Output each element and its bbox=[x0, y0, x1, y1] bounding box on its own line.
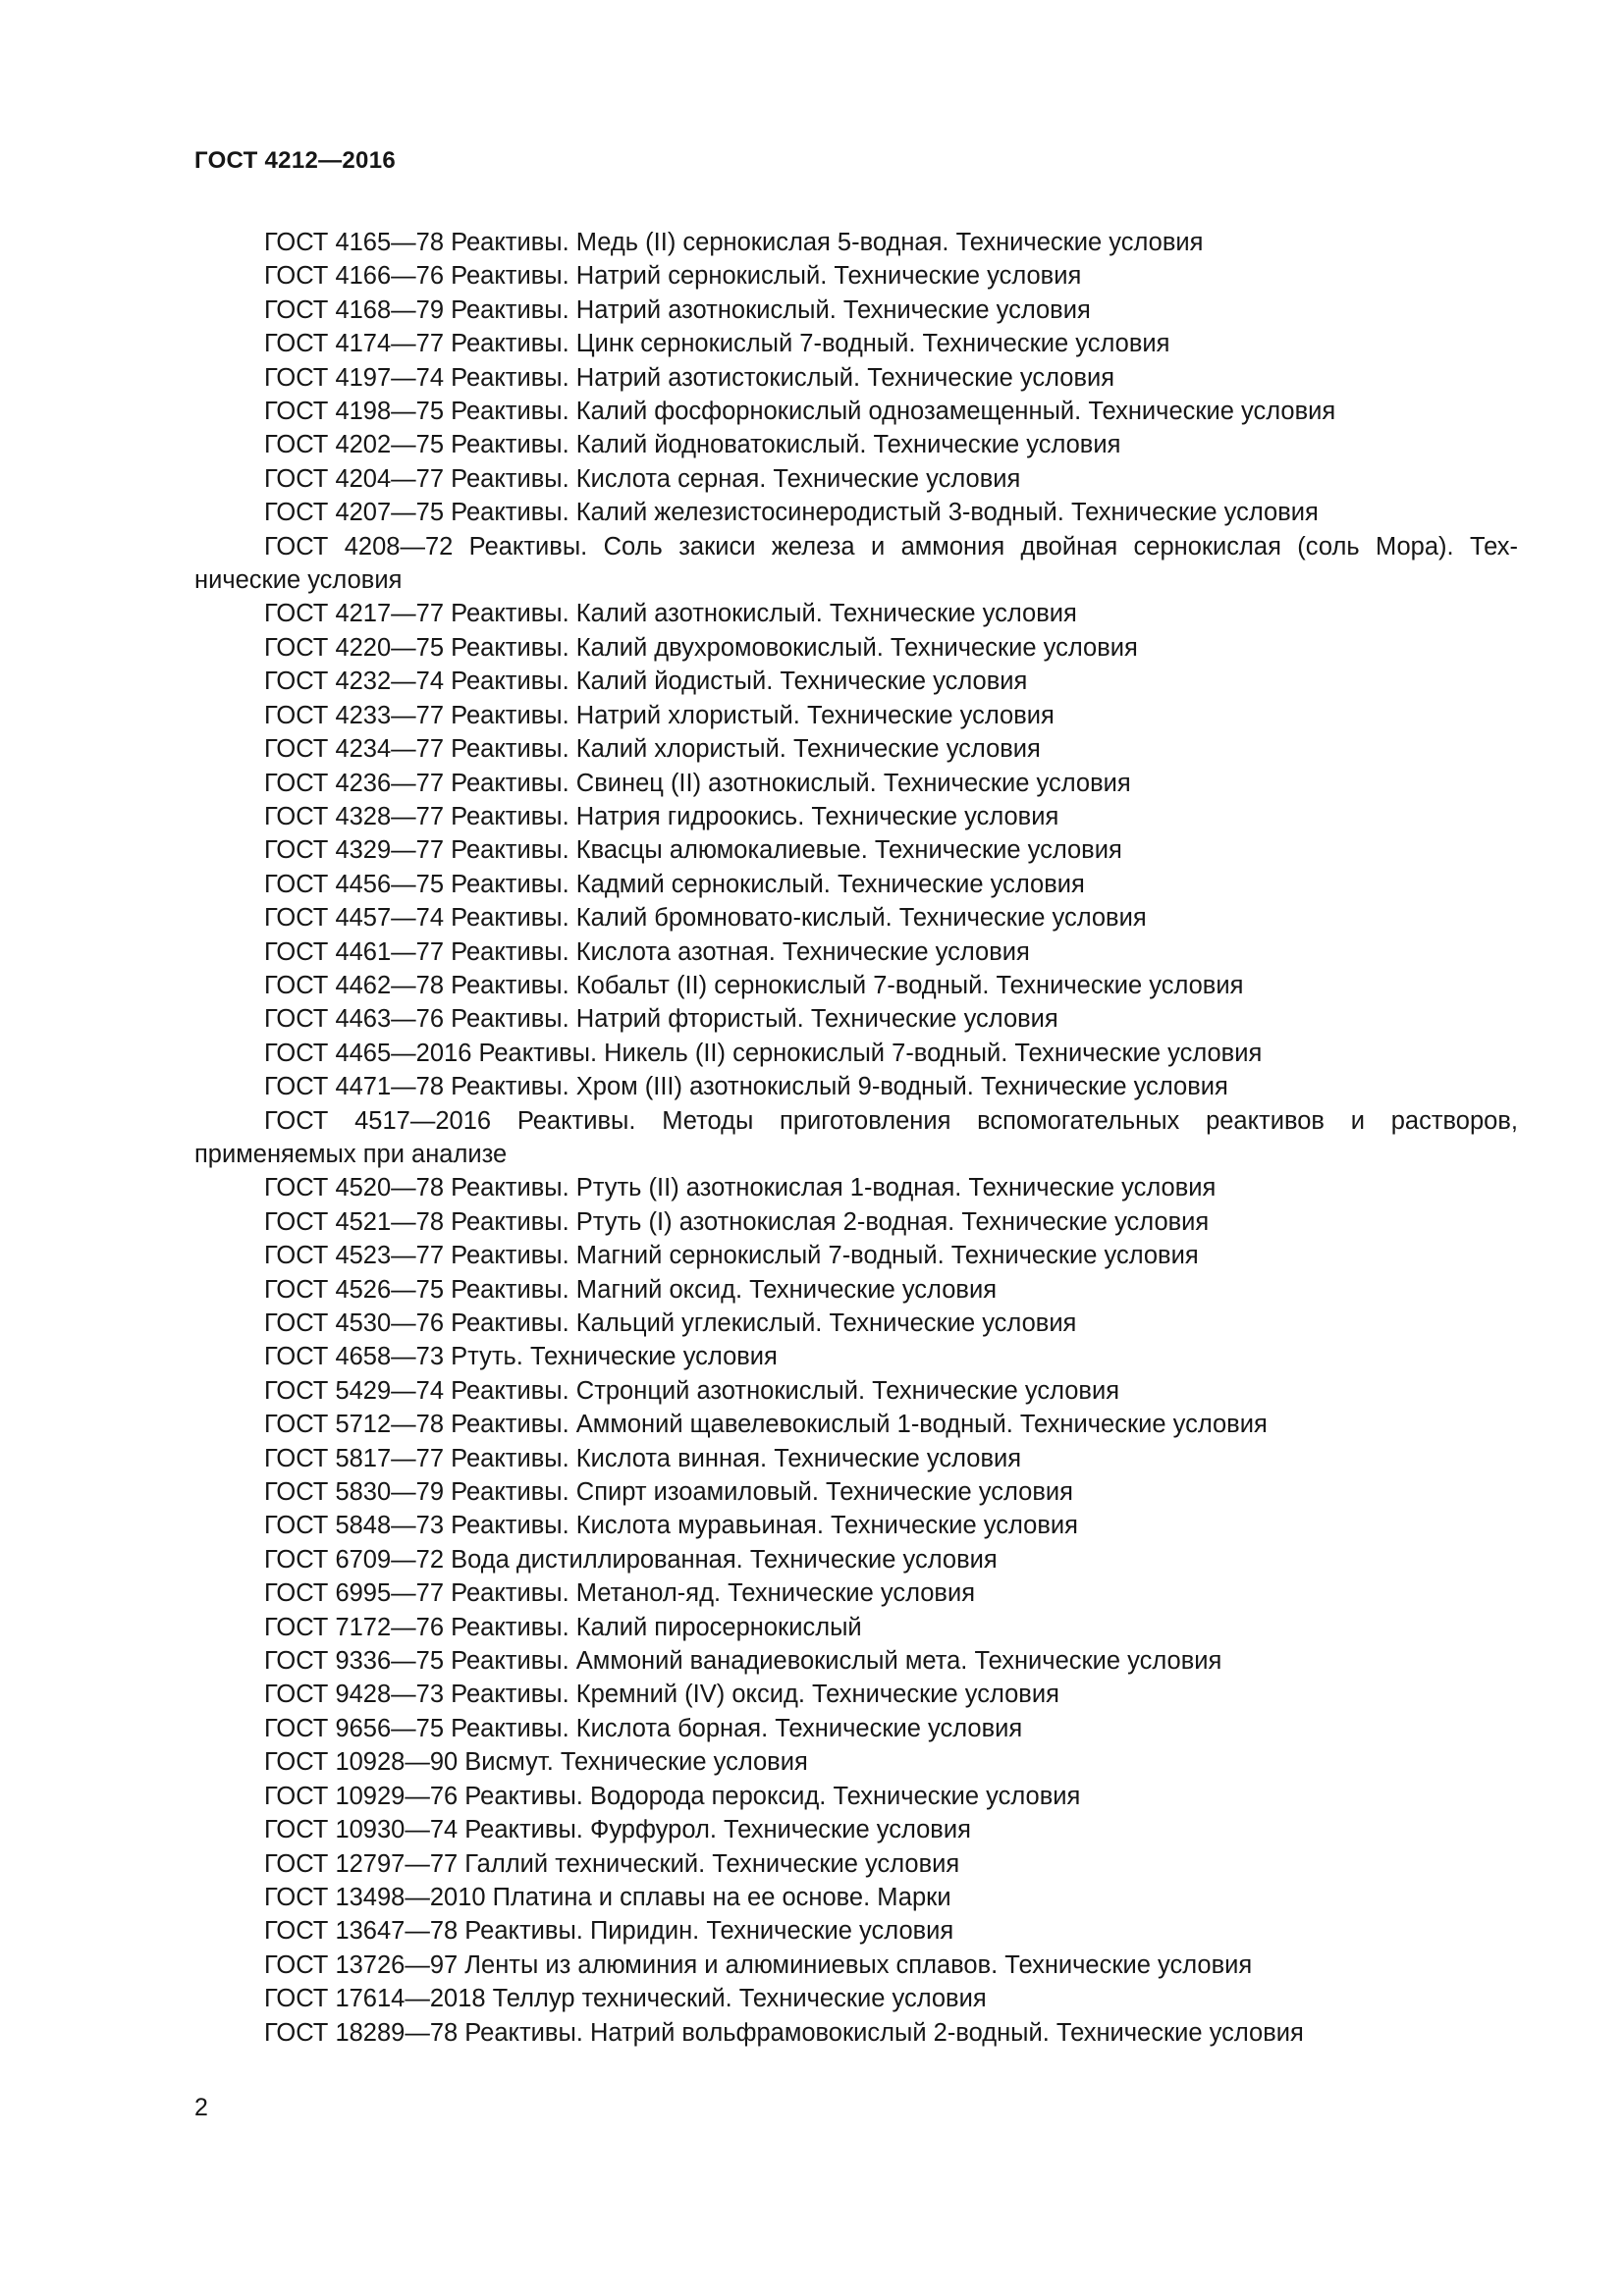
reference-item bbox=[194, 1475, 1518, 1509]
reference-text: ГОСТ 4457—74 Реактивы. Калий бромновато-кислый. Технические условия bbox=[264, 904, 1147, 933]
reference-text: ГОСТ 4207—75 Реактивы. Калий железистосинеродистый 3-водный. Технические условия bbox=[264, 499, 1319, 527]
reference-item bbox=[194, 1813, 1518, 1846]
reference-text: ГОСТ 4198—75 Реактивы. Калий фосфорнокислый однозамещенный. Технические условия bbox=[264, 398, 1336, 426]
reference-item bbox=[194, 1712, 1518, 1745]
reference-item bbox=[194, 1509, 1518, 1542]
reference-item bbox=[194, 1949, 1518, 1982]
reference-item bbox=[194, 1644, 1518, 1678]
reference-item bbox=[194, 327, 1518, 360]
reference-item bbox=[194, 1543, 1518, 1576]
reference-text: ГОСТ 4174—77 Реактивы. Цинк сернокислый 7-водный. Технические условия bbox=[264, 330, 1170, 358]
reference-item bbox=[194, 1239, 1518, 1272]
reference-text: ГОСТ 9428—73 Реактивы. Кремний (IV) оксид. Технические условия bbox=[264, 1681, 1059, 1709]
reference-text: ГОСТ 4462—78 Реактивы. Кобальт (II) сернокислый 7-водный. Технические условия bbox=[264, 971, 1244, 999]
reference-item bbox=[194, 969, 1518, 1002]
reference-text: ГОСТ 4220—75 Реактивы. Калий двухромовокислый. Технические условия bbox=[264, 633, 1138, 662]
normative-references-list bbox=[194, 226, 1518, 2050]
reference-text-continuation: применяемых при анализе bbox=[194, 1140, 508, 1168]
reference-text-continuation: нические условия bbox=[194, 566, 403, 595]
reference-item bbox=[194, 1611, 1518, 1644]
reference-item bbox=[194, 428, 1518, 461]
reference-text: ГОСТ 17614—2018 Теллур технический. Технические условия bbox=[264, 1985, 987, 2013]
reference-item bbox=[194, 597, 1518, 630]
reference-text: ГОСТ 4166—76 Реактивы. Натрий сернокислый. Технические условия bbox=[264, 262, 1082, 291]
reference-text: ГОСТ 12797—77 Галлий технический. Технические условия bbox=[264, 1849, 960, 1878]
reference-item bbox=[194, 732, 1518, 766]
reference-text: ГОСТ 9656—75 Реактивы. Кислота борная. Технические условия bbox=[264, 1714, 1023, 1742]
reference-item bbox=[194, 665, 1518, 698]
reference-text: ГОСТ 4204—77 Реактивы. Кислота серная. Технические условия bbox=[264, 464, 1021, 493]
reference-item bbox=[194, 1307, 1518, 1340]
reference-item bbox=[194, 1273, 1518, 1307]
reference-item bbox=[194, 1576, 1518, 1610]
reference-text: ГОСТ 5712—78 Реактивы. Аммоний щавелевокислый 1-водный. Технические условия bbox=[264, 1411, 1268, 1439]
reference-text: ГОСТ 4456—75 Реактивы. Кадмий сернокислый. Технические условия bbox=[264, 870, 1085, 898]
reference-text: ГОСТ 10929—76 Реактивы. Водорода пероксид. Технические условия bbox=[264, 1782, 1081, 1810]
reference-item bbox=[194, 1104, 1518, 1172]
reference-item bbox=[194, 1408, 1518, 1441]
reference-text: ГОСТ 13726—97 Ленты из алюминия и алюминиевых сплавов. Технические условия bbox=[264, 1950, 1253, 1979]
reference-item bbox=[194, 1780, 1518, 1813]
reference-text: ГОСТ 5830—79 Реактивы. Спирт изоамиловый. Технические условия bbox=[264, 1478, 1073, 1507]
reference-text: ГОСТ 10930—74 Реактивы. Фурфурол. Технические условия bbox=[264, 1816, 971, 1844]
reference-item bbox=[194, 462, 1518, 496]
reference-item bbox=[194, 868, 1518, 901]
reference-item bbox=[194, 1205, 1518, 1239]
reference-text: ГОСТ 4168—79 Реактивы. Натрий азотнокислый. Технические условия bbox=[264, 295, 1091, 324]
reference-item bbox=[194, 294, 1518, 327]
reference-text: ГОСТ 4197—74 Реактивы. Натрий азотистокислый. Технические условия bbox=[264, 363, 1115, 392]
reference-text: ГОСТ 5848—73 Реактивы. Кислота муравьиная. Технические условия bbox=[264, 1512, 1078, 1540]
reference-text: ГОСТ 4217—77 Реактивы. Калий азотнокислый. Технические условия bbox=[264, 600, 1077, 628]
reference-item bbox=[194, 1982, 1518, 2015]
reference-item bbox=[194, 631, 1518, 665]
reference-text: ГОСТ 4329—77 Реактивы. Квасцы алюмокалиевые. Технические условия bbox=[264, 836, 1122, 865]
reference-text: ГОСТ 4208—72 Реактивы. Соль закиси железа и аммония двойная сернокислая (соль Мора). Тех- bbox=[264, 532, 1518, 561]
reference-text: ГОСТ 4471—78 Реактивы. Хром (III) азотнокислый 9-водный. Технические условия bbox=[264, 1073, 1228, 1101]
reference-text: ГОСТ 4165—78 Реактивы. Медь (II) сернокислая 5-водная. Технические условия bbox=[264, 229, 1204, 256]
reference-text: ГОСТ 13498—2010 Платина и сплавы на ее основе. Марки bbox=[264, 1883, 951, 1911]
reference-text: ГОСТ 4328—77 Реактивы. Натрия гидроокись. Технические условия bbox=[264, 802, 1059, 830]
reference-item bbox=[194, 699, 1518, 732]
reference-item bbox=[194, 1914, 1518, 1948]
reference-item bbox=[194, 361, 1518, 395]
reference-text: ГОСТ 6995—77 Реактивы. Метанол-яд. Технические условия bbox=[264, 1579, 976, 1608]
reference-item bbox=[194, 1745, 1518, 1779]
reference-text: ГОСТ 4520—78 Реактивы. Ртуть (II) азотнокислая 1-водная. Технические условия bbox=[264, 1174, 1217, 1202]
reference-item bbox=[194, 1374, 1518, 1408]
reference-text: ГОСТ 4232—74 Реактивы. Калий йодистый. Технические условия bbox=[264, 667, 1028, 696]
reference-text: ГОСТ 4658—73 Ртуть. Технические условия bbox=[264, 1343, 778, 1371]
reference-text: ГОСТ 4234—77 Реактивы. Калий хлористый. Технические условия bbox=[264, 735, 1041, 764]
reference-text: ГОСТ 4233—77 Реактивы. Натрий хлористый. Технические условия bbox=[264, 701, 1055, 729]
reference-text: ГОСТ 4526—75 Реактивы. Магний оксид. Технические условия bbox=[264, 1275, 997, 1304]
reference-item bbox=[194, 800, 1518, 833]
page-number: 2 bbox=[194, 2094, 208, 2121]
reference-item bbox=[194, 530, 1518, 598]
reference-item bbox=[194, 1037, 1518, 1070]
reference-item bbox=[194, 1070, 1518, 1103]
reference-item bbox=[194, 259, 1518, 293]
reference-item bbox=[194, 1002, 1518, 1036]
reference-item bbox=[194, 395, 1518, 428]
reference-text: ГОСТ 4530—76 Реактивы. Кальций углекислый. Технические условия bbox=[264, 1309, 1077, 1337]
reference-item bbox=[194, 767, 1518, 800]
reference-text: ГОСТ 6709—72 Вода дистиллированная. Технические условия bbox=[264, 1545, 998, 1574]
document-header-title: ГОСТ 4212—2016 bbox=[194, 147, 397, 174]
reference-item bbox=[194, 1171, 1518, 1204]
reference-text: ГОСТ 4521—78 Реактивы. Ртуть (I) азотнокислая 2-водная. Технические условия bbox=[264, 1207, 1210, 1236]
reference-text: ГОСТ 4202—75 Реактивы. Калий йодноватокислый. Технические условия bbox=[264, 431, 1121, 459]
reference-item bbox=[194, 1881, 1518, 1914]
reference-item bbox=[194, 1678, 1518, 1711]
reference-text: ГОСТ 5817—77 Реактивы. Кислота винная. Технические условия bbox=[264, 1444, 1022, 1472]
reference-item bbox=[194, 496, 1518, 529]
reference-item bbox=[194, 1442, 1518, 1475]
reference-text: ГОСТ 7172—76 Реактивы. Калий пиросернокислый bbox=[264, 1613, 862, 1641]
reference-item bbox=[194, 1847, 1518, 1881]
reference-text: ГОСТ 18289—78 Реактивы. Натрий вольфрамовокислый 2-водный. Технические условия bbox=[264, 2018, 1304, 2047]
reference-text: ГОСТ 10928—90 Висмут. Технические условия bbox=[264, 1748, 808, 1777]
reference-item bbox=[194, 2016, 1518, 2050]
reference-text: ГОСТ 4461—77 Реактивы. Кислота азотная. Технические условия bbox=[264, 937, 1030, 966]
reference-item bbox=[194, 226, 1518, 259]
reference-text: ГОСТ 13647—78 Реактивы. Пиридин. Технические условия bbox=[264, 1917, 954, 1946]
reference-text: ГОСТ 4236—77 Реактивы. Свинец (II) азотнокислый. Технические условия bbox=[264, 769, 1131, 797]
reference-text: ГОСТ 4463—76 Реактивы. Натрий фтористый. Технические условия bbox=[264, 1005, 1058, 1034]
reference-text: ГОСТ 4523—77 Реактивы. Магний сернокислый 7-водный. Технические условия bbox=[264, 1242, 1199, 1270]
reference-item bbox=[194, 833, 1518, 867]
reference-text: ГОСТ 4465—2016 Реактивы. Никель (II) сернокислый 7-водный. Технические условия bbox=[264, 1039, 1263, 1067]
reference-item bbox=[194, 935, 1518, 969]
reference-text: ГОСТ 9336—75 Реактивы. Аммоний ванадиевокислый мета. Технические условия bbox=[264, 1647, 1222, 1676]
reference-item bbox=[194, 1340, 1518, 1373]
reference-text: ГОСТ 4517—2016 Реактивы. Методы приготовления вспомогательных реактивов и растворов, bbox=[264, 1106, 1518, 1135]
reference-text: ГОСТ 5429—74 Реактивы. Стронций азотнокислый. Технические условия bbox=[264, 1376, 1120, 1405]
reference-item bbox=[194, 901, 1518, 934]
